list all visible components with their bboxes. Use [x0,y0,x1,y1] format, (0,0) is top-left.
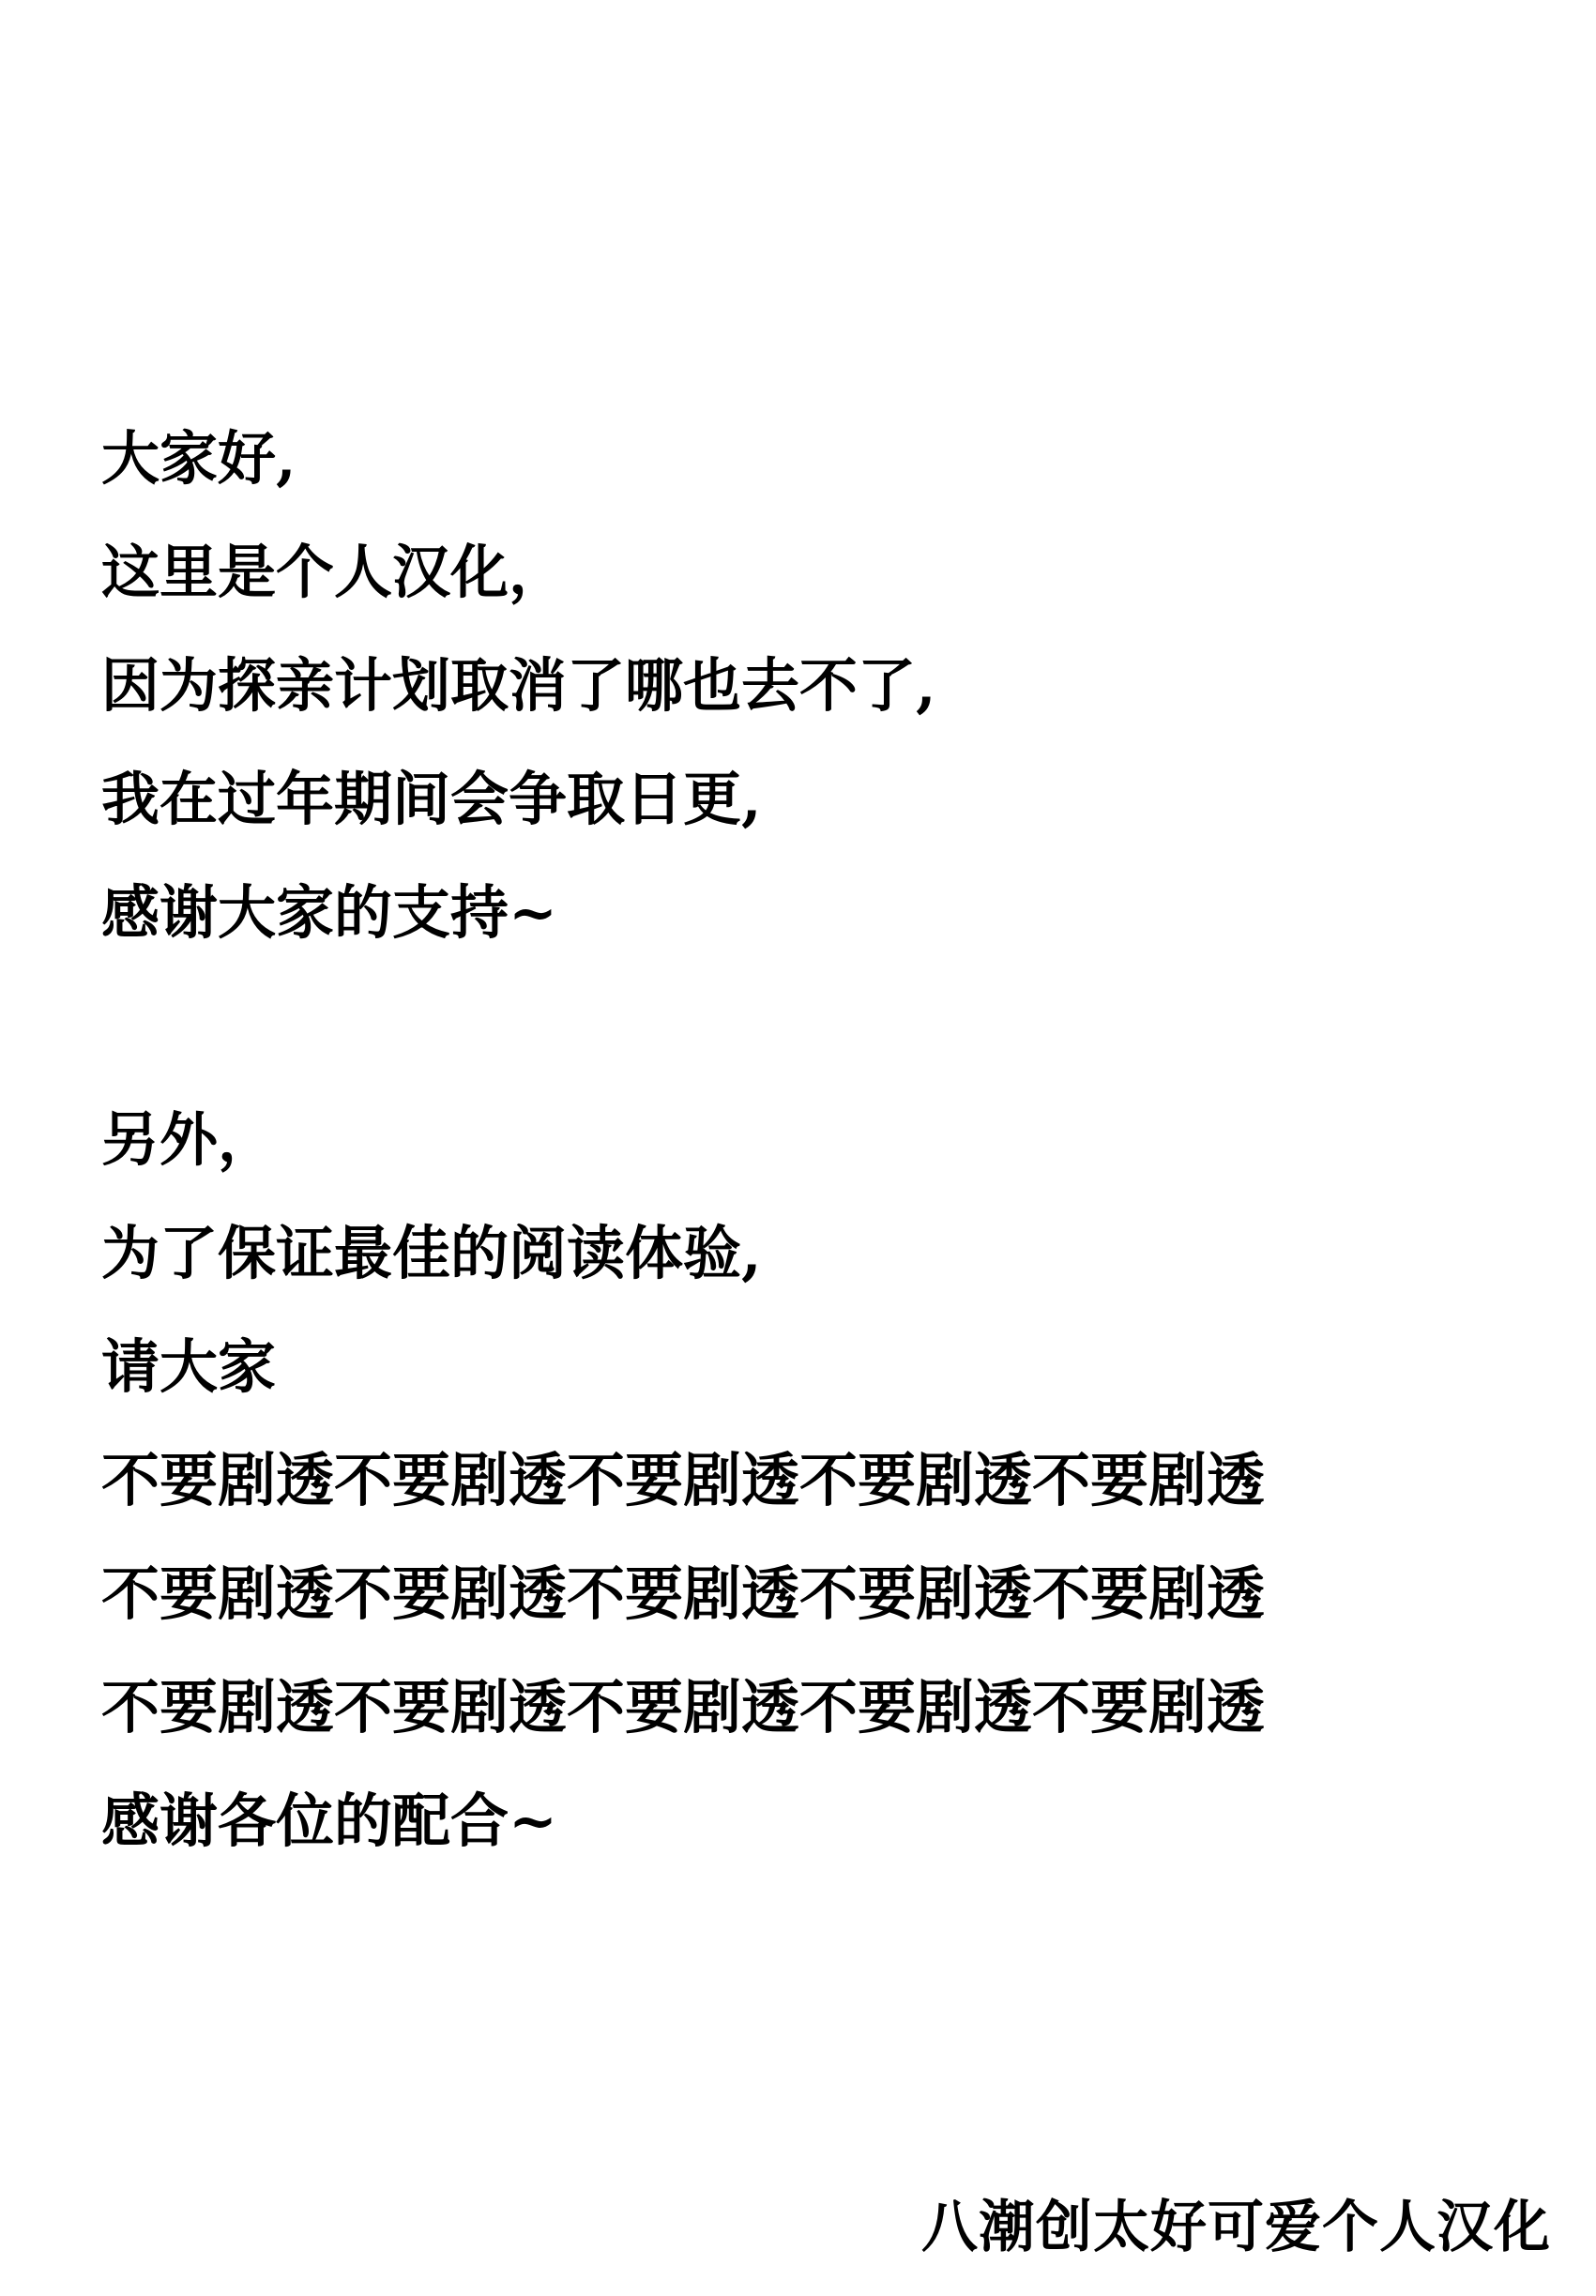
no-spoiler-line-3: 不要剧透不要剧透不要剧透不要剧透不要剧透 [101,1673,1266,1741]
translator-credit: 八潮创太好可爱个人汉化 [921,2195,1551,2260]
no-spoiler-line-2: 不要剧透不要剧透不要剧透不要剧透不要剧透 [101,1559,1266,1628]
intro-line: 这里是个人汉化， [101,538,568,606]
update-line: 我在过年期间会争取日更, [101,765,762,833]
no-spoiler-line-1: 不要剧透不要剧透不要剧透不要剧透不要剧透 [101,1446,1266,1514]
paragraph-spacer [101,969,1565,1083]
additionally-line: 另外， [101,1105,277,1174]
notice-text [101,402,1565,1878]
reading-experience-line: 为了保证最佳的阅读体验, [101,1219,762,1287]
reason-line: 因为探亲计划取消了哪也去不了, [101,651,936,720]
thanks-line: 感谢大家的支持~ [101,878,557,947]
request-line: 请大家 [101,1332,277,1401]
cooperation-thanks-line: 感谢各位的配合~ [101,1787,557,1855]
greeting-line: 大家好, [101,424,296,493]
